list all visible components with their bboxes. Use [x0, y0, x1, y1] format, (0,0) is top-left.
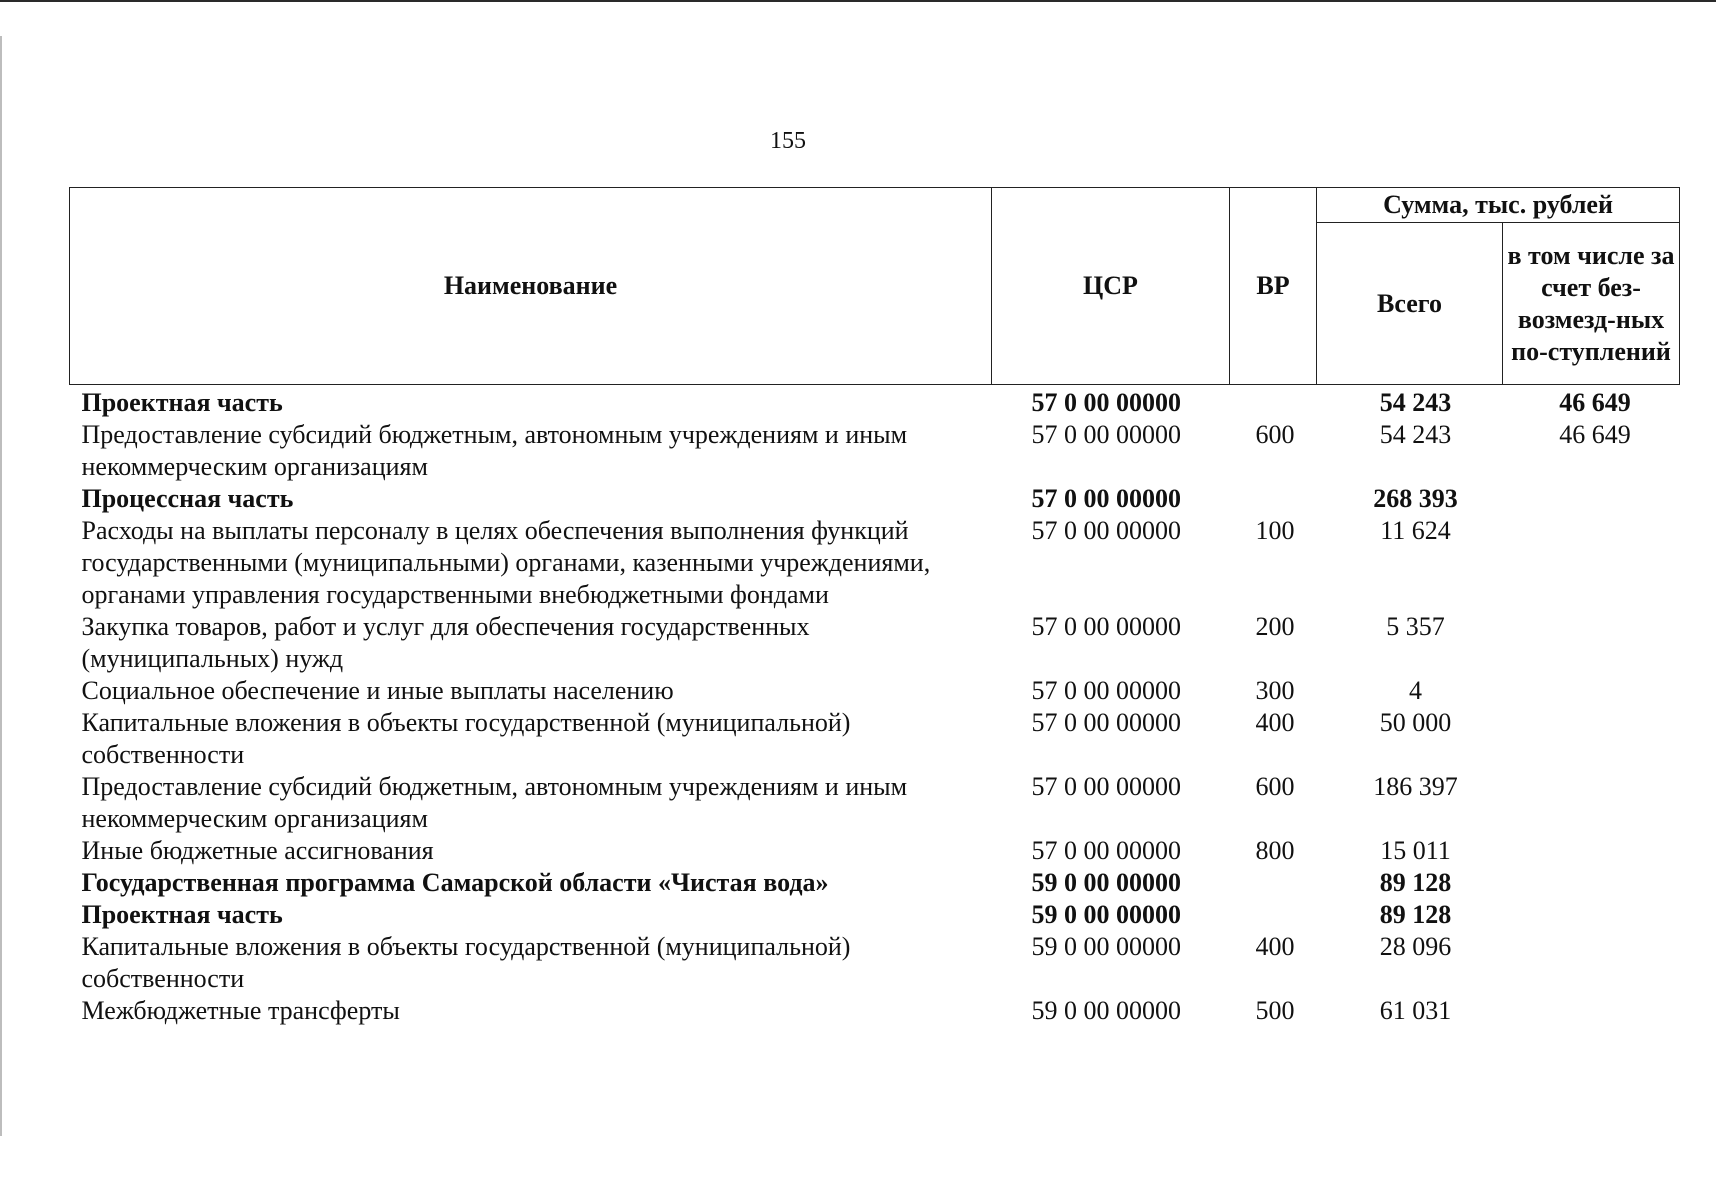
row-bezvozmezd	[1503, 707, 1680, 771]
table-row	[70, 867, 1680, 899]
table-row	[70, 995, 1680, 1027]
row-csr: 57 0 00 00000	[1031, 388, 1181, 417]
row-csr: 57 0 00 00000	[1031, 676, 1181, 705]
row-total: 89 128	[1379, 868, 1452, 897]
row-name: Предоставление субсидий бюджетным, автономным учреждениям и иным некоммерческим организациям	[81, 420, 908, 481]
scan-left-edge	[0, 36, 2, 1136]
row-bezvozmezd: 46 649	[1559, 388, 1631, 417]
row-name: Проектная часть	[81, 388, 283, 417]
row-vr	[1230, 867, 1317, 899]
table-row	[70, 611, 1680, 675]
row-vr: 200	[1255, 612, 1295, 641]
table-row	[70, 771, 1680, 835]
row-bezvozmezd	[1503, 515, 1680, 611]
row-total: 54 243	[1379, 420, 1452, 449]
row-vr: 100	[1255, 516, 1295, 545]
table-header	[70, 188, 1680, 385]
row-vr: 600	[1255, 772, 1295, 801]
row-csr: 57 0 00 00000	[1031, 484, 1181, 513]
table-body	[70, 385, 1680, 1028]
row-csr: 57 0 00 00000	[1031, 772, 1181, 801]
table-row	[70, 707, 1680, 771]
row-csr: 59 0 00 00000	[1031, 932, 1181, 961]
row-csr: 59 0 00 00000	[1031, 868, 1181, 897]
row-name: Расходы на выплаты персоналу в целях обеспечения выполнения функций государственными (муниципальными) органами, казенными учреждениями, органами управления государственными внебюджетными фондами	[81, 516, 931, 609]
row-name: Капитальные вложения в объекты государственной (муниципальной) собственности	[81, 932, 851, 993]
row-total: 61 031	[1379, 996, 1452, 1025]
row-name: Капитальные вложения в объекты государственной (муниципальной) собственности	[81, 708, 851, 769]
table-row	[70, 483, 1680, 515]
row-name: Закупка товаров, работ и услуг для обеспечения государственных (муниципальных) нужд	[81, 612, 810, 673]
row-name: Межбюджетные трансферты	[81, 996, 400, 1025]
table-row	[70, 419, 1680, 483]
row-total: 28 096	[1379, 932, 1452, 961]
row-total: 50 000	[1379, 708, 1452, 737]
table-row	[70, 675, 1680, 707]
row-total: 186 397	[1373, 772, 1458, 801]
row-csr: 59 0 00 00000	[1031, 900, 1181, 929]
header-sum-group: Сумма, тыс. рублей	[1317, 188, 1680, 223]
header-total: Всего	[1317, 223, 1503, 385]
row-total: 89 128	[1379, 900, 1452, 929]
row-name: Социальное обеспечение и иные выплаты населению	[81, 676, 674, 705]
row-bezvozmezd	[1503, 931, 1680, 995]
row-name: Проектная часть	[81, 900, 283, 929]
budget-table	[69, 187, 1680, 1027]
header-csr: ЦСР	[992, 188, 1230, 385]
scan-top-edge	[0, 0, 1716, 2]
row-csr: 57 0 00 00000	[1031, 836, 1181, 865]
row-bezvozmezd: 46 649	[1559, 420, 1631, 449]
row-csr: 57 0 00 00000	[1031, 420, 1181, 449]
row-total: 5 357	[1386, 612, 1445, 641]
page-number: 155	[770, 128, 806, 154]
row-bezvozmezd	[1503, 867, 1680, 899]
row-name: Государственная программа Самарской области «Чистая вода»	[81, 868, 829, 897]
row-bezvozmezd	[1503, 483, 1680, 515]
row-bezvozmezd	[1503, 771, 1680, 835]
row-total: 11 624	[1380, 516, 1451, 545]
row-vr	[1230, 385, 1317, 420]
table-row	[70, 899, 1680, 931]
row-vr	[1230, 899, 1317, 931]
row-total: 4	[1409, 676, 1422, 705]
row-total: 15 011	[1380, 836, 1451, 865]
row-csr: 59 0 00 00000	[1031, 996, 1181, 1025]
row-bezvozmezd	[1503, 675, 1680, 707]
row-total: 54 243	[1379, 388, 1452, 417]
row-name: Иные бюджетные ассигнования	[81, 836, 434, 865]
row-vr: 500	[1255, 996, 1295, 1025]
row-bezvozmezd	[1503, 899, 1680, 931]
row-vr: 400	[1255, 932, 1295, 961]
header-name: Наименование	[70, 188, 992, 385]
header-vr: ВР	[1230, 188, 1317, 385]
table-row	[70, 931, 1680, 995]
row-csr: 57 0 00 00000	[1031, 708, 1181, 737]
row-total: 268 393	[1373, 484, 1458, 513]
row-vr	[1230, 483, 1317, 515]
table-row	[70, 385, 1680, 420]
row-csr: 57 0 00 00000	[1031, 516, 1181, 545]
row-vr: 300	[1255, 676, 1295, 705]
row-csr: 57 0 00 00000	[1031, 612, 1181, 641]
row-vr: 400	[1255, 708, 1295, 737]
row-bezvozmezd	[1503, 995, 1680, 1027]
row-vr: 800	[1255, 836, 1295, 865]
row-vr: 600	[1255, 420, 1295, 449]
table-row	[70, 835, 1680, 867]
row-name: Процессная часть	[81, 484, 294, 513]
header-bezvozmezd: в том числе за счет без-возмезд-ных по-ступлений	[1503, 223, 1680, 385]
row-name: Предоставление субсидий бюджетным, автономным учреждениям и иным некоммерческим организациям	[81, 772, 908, 833]
row-bezvozmezd	[1503, 835, 1680, 867]
table-row	[70, 515, 1680, 611]
row-bezvozmezd	[1503, 611, 1680, 675]
